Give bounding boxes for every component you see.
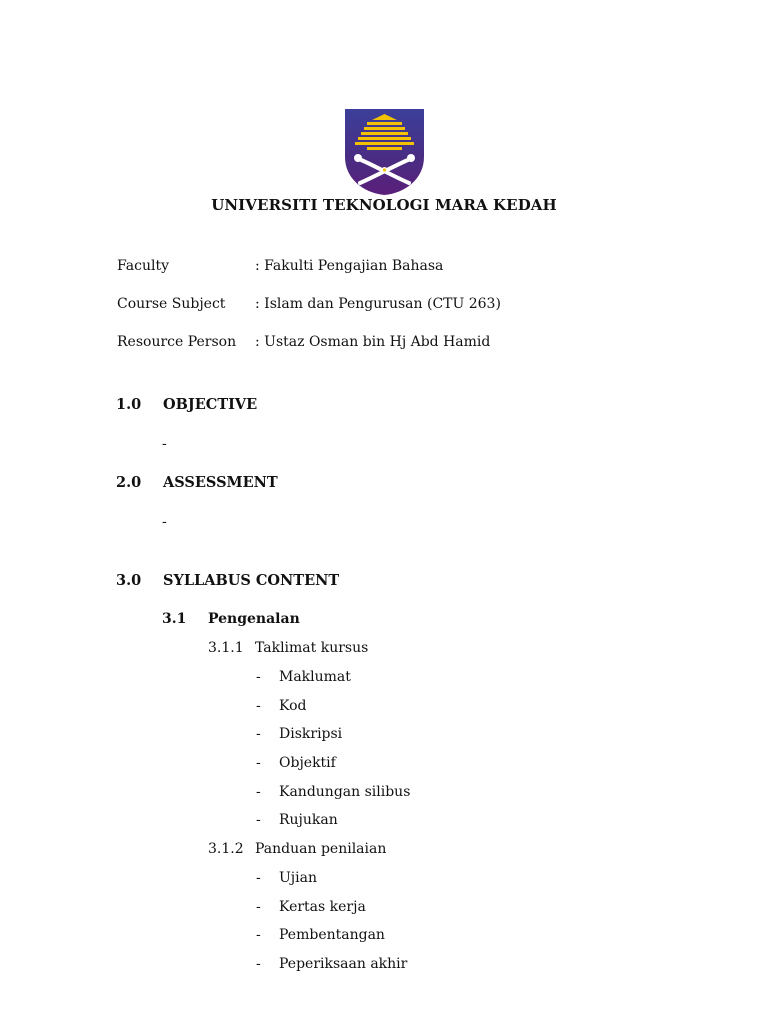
subsubsection-number: 3.1.1 (208, 640, 244, 656)
bullet-marker: - (256, 870, 261, 886)
list-item-text: Kandungan silibus (279, 784, 411, 800)
bullet-marker: - (256, 698, 261, 714)
subsection-title: Pengenalan (208, 611, 300, 627)
section-content-objective: - (162, 436, 167, 452)
info-label: Resource Person (117, 334, 237, 350)
list-item-text: Pembentangan (279, 927, 385, 943)
bullet-marker: - (256, 784, 261, 800)
bullet-marker: - (256, 669, 261, 685)
section-number: 1.0 (116, 396, 142, 413)
bullet-marker: - (256, 812, 261, 828)
list-item-text: Kod (279, 698, 307, 714)
subsubsection-number: 3.1.2 (208, 841, 244, 857)
info-label: Course Subject (117, 296, 226, 312)
list-item-text: Maklumat (279, 669, 351, 685)
section-title: ASSESSMENT (163, 474, 278, 491)
info-value: : Islam dan Pengurusan (CTU 263) (255, 296, 501, 312)
university-logo (345, 109, 424, 195)
list-item-text: Objektif (279, 755, 336, 771)
info-value: : Ustaz Osman bin Hj Abd Hamid (255, 334, 491, 350)
bullet-marker: - (256, 956, 261, 972)
bullet-marker: - (256, 726, 261, 742)
section-number: 3.0 (116, 572, 142, 589)
list-item-text: Diskripsi (279, 726, 343, 742)
section-title: OBJECTIVE (163, 396, 258, 413)
list-item-text: Ujian (279, 870, 317, 886)
university-name: UNIVERSITI TEKNOLOGI MARA KEDAH (211, 196, 557, 214)
uitm-crest-icon (345, 109, 424, 195)
bullet-marker: - (256, 927, 261, 943)
list-item-text: Peperiksaan akhir (279, 956, 408, 972)
section-title: SYLLABUS CONTENT (163, 572, 340, 589)
info-value: : Fakulti Pengajian Bahasa (255, 258, 444, 274)
subsubsection-title: Panduan penilaian (255, 841, 387, 857)
subsubsection-title: Taklimat kursus (255, 640, 369, 656)
section-number: 2.0 (116, 474, 142, 491)
list-item-text: Kertas kerja (279, 899, 366, 915)
info-label: Faculty (117, 258, 169, 274)
subsection-number: 3.1 (162, 611, 187, 627)
bullet-marker: - (256, 755, 261, 771)
section-content-assessment: - (162, 514, 167, 530)
list-item-text: Rujukan (279, 812, 338, 828)
bullet-marker: - (256, 899, 261, 915)
